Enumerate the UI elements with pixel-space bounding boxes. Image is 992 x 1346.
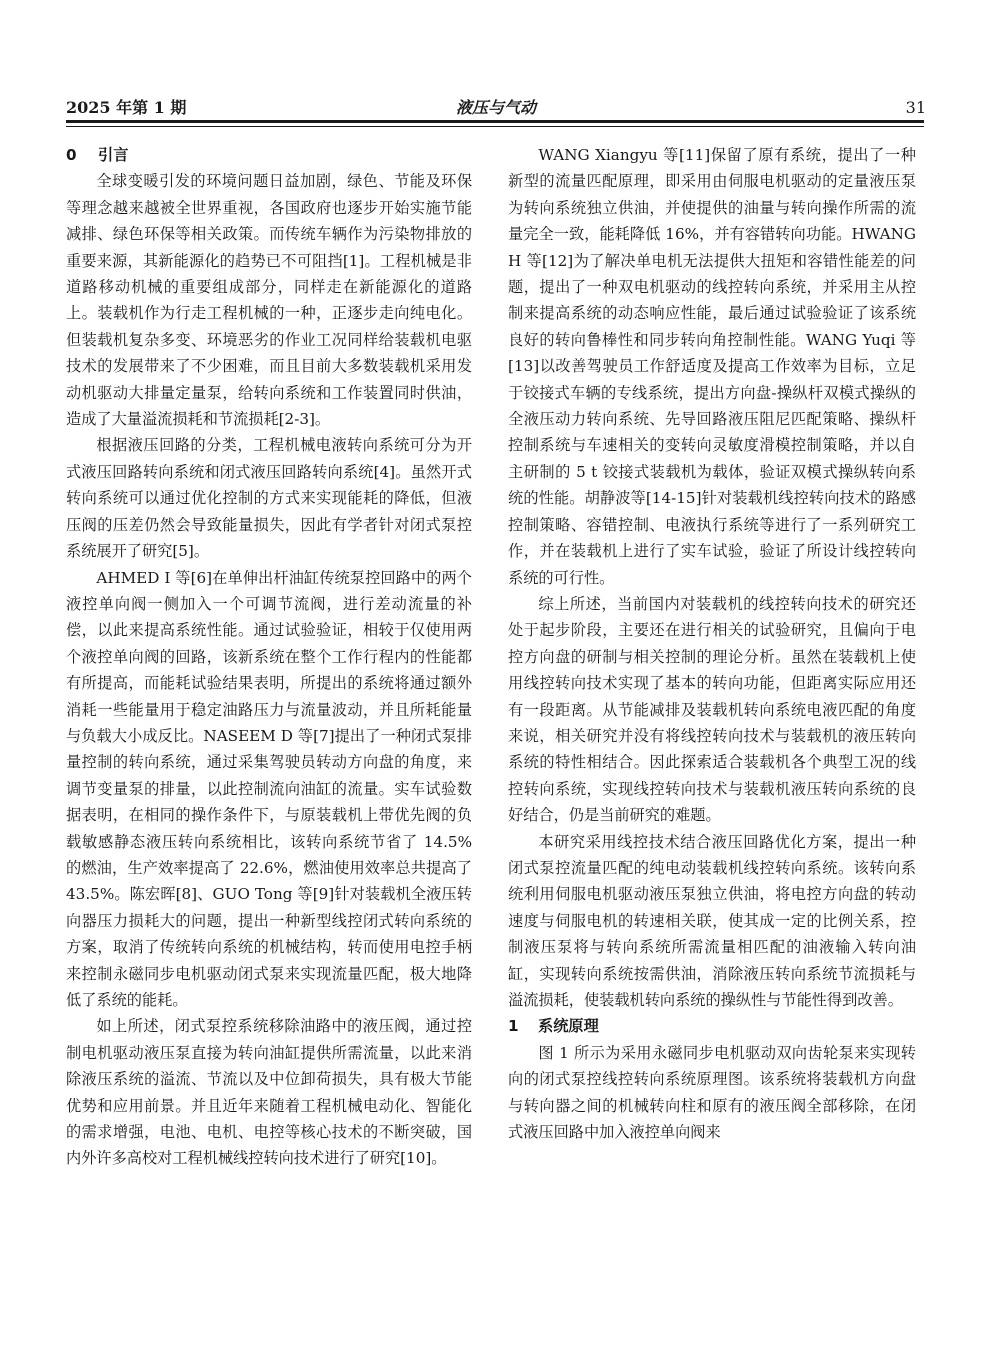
paragraph: 全球变暖引发的环境问题日益加剧，绿色、节能及环保等理念越来越被全世界重视，各国政府也逐步开始实施节能减排、绿色环保等相关政策。而传统车辆作为污染物排放的重要来源，其新能源化的趋势已不可阻挡[1]。工程机械是非道路移动机械的重要组成部分，同样走在新能源化的道路上。装载机作为行走工程机械的一种，正逐步走向纯电化。但装载机复杂多变、环境恶劣的作业工况同样给装载机电驱技术的发展带来了不少困难，而且目前大多数装载机采用发动机驱动大排量定量泵，给转向系统和工作装置同时供油，造成了大量溢流损耗和节流损耗[2-3]。: [66, 172, 472, 429]
journal-title: 液压与气动: [455, 98, 536, 117]
page-number: 31: [905, 98, 926, 117]
paragraph: WANG Xiangyu 等[11]保留了原有系统，提出了一种新型的流量匹配原理，即采用由伺服电机驱动的定量液压泵为转向系统独立供油，并使提供的油量与转向操作所需的流量完全一致，能耗降低 16%，并有容错转向功能。HWANG H 等[12]为了解决单电机无法提供大扭矩和容错性能差的问题，提出了一种双电机驱动的线控转向系统，并采用主从控制来提高系统的动态响应性能，最后通过试验验证了该系统良好的转向鲁棒性和同步转向角控制性能。WANG Yuqi 等[13]以改善驾驶员工作舒适度及提高工作效率为目标，立足于铰接式车辆的专线系统，提出方向盘-操纵杆双模式操纵的全液压动力转向系统、先导回路液压阻尼匹配策略、操纵杆控制系统与车速相关的变转向灵敏度滑模控制策略，并以自主研制的 5 t 铰接式装载机为载体，验证双模式操纵转向系统的性能。胡静波等[14-15]针对装载机线控转向技术的路感控制策略、容错控制、电液执行系统等进行了一系列研究工作，并在装载机上进行了实车试验，验证了所设计线控转向系统的可行性。: [508, 146, 916, 587]
section-title: 系统原理: [538, 1017, 599, 1036]
section-heading-0: [66, 142, 472, 168]
section-title: 引言: [98, 146, 129, 164]
section-number: 0: [66, 146, 77, 164]
paragraph: 本研究采用线控技术结合液压回路优化方案，提出一种闭式泵控流量匹配的纯电动装载机线控转向系统。该转向系统利用伺服电机驱动液压泵独立供油，将电控方向盘的转动速度与伺服电机的转速相关联，使其成一定的比例关系，控制液压泵将与转向系统所需流量相匹配的油液输入转向油缸，实现转向系统按需供油，消除液压转向系统节流损耗与溢流损耗，使装载机转向系统的操纵性与节能性得到改善。: [508, 832, 916, 1009]
paragraph: 综上所述，当前国内对装载机的线控转向技术的研究还处于起步阶段，主要还在进行相关的试验研究，且偏向于电控方向盘的研制与相关控制的理论分析。虽然在装载机上使用线控转向技术实现了基本的转向功能，但距离实际应用还有一段距离。从节能减排及装载机转向系统电液匹配的角度来说，相关研究并没有将线控转向技术与装载机的液压转向系统的特性相结合。因此探索适合装载机各个典型工况的线控转向系统，实现线控转向技术与装载机液压转向系统的良好结合，仍是当前研究的难题。: [508, 594, 916, 825]
paragraph: AHMED I 等[6]在单伸出杆油缸传统泵控回路中的两个液控单向阀一侧加入一个可调节流阀，进行差动流量的补偿，以此来提高系统性能。通过试验验证，相较于仅使用两个液控单向阀的回路，该新系统在整个工作行程内的性能都有所提高，而能耗试验结果表明，所提出的系统将通过额外消耗一些能量用于稳定油路压力与流量波动，并且所耗能量与负载大小成反比。NASEEM D 等[7]提出了一种闭式泵排量控制的转向系统，通过采集驾驶员转动方向盘的角度，来调节变量泵的排量，以此控制流向油缸的流量。实车试验数据表明，在相同的操作条件下，与原装载机上带优先阀的负载敏感静态液压转向系统相比，该转向系统节省了 14.5% 的燃油，生产效率提高了 22.6%，燃油使用效率总共提高了 43.5%。陈宏晖[8]、GUO Tong 等[9]针对装载机全液压转向器压力损耗大的问题，提出一种新型线控闭式转向系统的方案，取消了传统转向系统的机械结构，转而使用电控手柄来控制永磁同步电机驱动闭式泵来实现流量匹配，极大地降低了系统的能耗。: [66, 568, 472, 1009]
issue-label: 2025 年第 1 期: [66, 98, 187, 117]
right-column: [508, 142, 916, 1145]
left-column: [66, 142, 472, 1172]
paragraph: 根据液压回路的分类，工程机械电液转向系统可分为开式液压回路转向系统和闭式液压回路转向系统[4]。虽然开式转向系统可以通过优化控制的方式来实现能耗的降低，但液压阀的压差仍然会导致能量损失，因此有学者针对闭式泵控系统展开了研究[5]。: [66, 436, 472, 561]
header-rule-thick: [66, 120, 924, 123]
section-number: 1: [508, 1017, 519, 1036]
section-heading-1: [508, 1013, 916, 1039]
header-rule-thin: [66, 126, 924, 127]
paragraph: 图 1 所示为采用永磁同步电机驱动双向齿轮泵来实现转向的闭式泵控线控转向系统原理图。该系统将装载机方向盘与转向器之间的机械转向柱和原有的液压阀全部移除，在闭式液压回路中加入液控单向阀来: [508, 1043, 916, 1142]
paragraph: 如上所述，闭式泵控系统移除油路中的液压阀，通过控制电机驱动液压泵直接为转向油缸提供所需流量，以此来消除液压系统的溢流、节流以及中位卸荷损失，具有极大节能优势和应用前景。并且近年来随着工程机械电动化、智能化的需求增强，电池、电机、电控等核心技术的不断突破，国内外许多高校对工程机械线控转向技术进行了研究[10]。: [66, 1017, 472, 1168]
